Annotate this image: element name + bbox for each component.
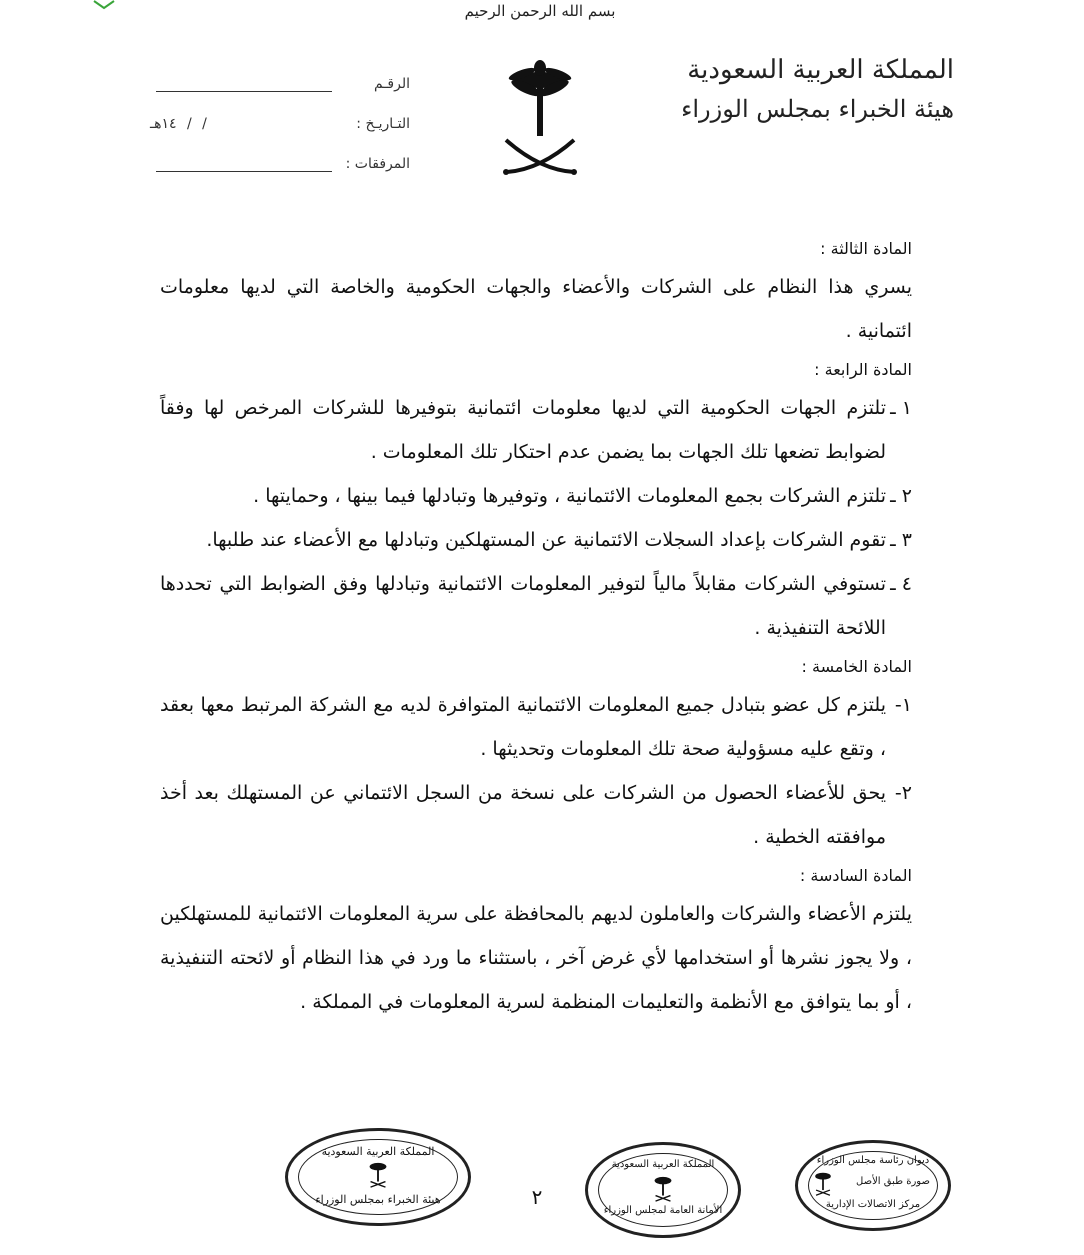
stamp-middle-text: صورة طبق الأصل	[856, 1176, 930, 1187]
item-text: تلتزم الشركات بجمع المعلومات الائتمانية ، وتوفيرها وتبادلها فيما بينها ، وحمايتها .	[253, 485, 886, 507]
reference-number-row	[150, 52, 410, 92]
certified-copy-stamp	[795, 1140, 951, 1231]
item-text: تقوم الشركات بإعداد السجلات الائتمانية عن المستهلكين وتبادلها مع الأعضاء عند طلبها.	[206, 529, 886, 551]
article-3-text: يسري هذا النظام على الشركات والأعضاء والجهات الحكومية والخاصة التي لديها معلومات ائتمانية .	[160, 276, 912, 342]
palm-swords-emblem	[500, 60, 580, 180]
date-value: / / ١٤هـ	[150, 116, 207, 132]
stamp-top-text: المملكة العربية السعودية	[321, 1145, 435, 1158]
article-4-item-3	[160, 518, 912, 562]
item-text: يحق للأعضاء الحصول من الشركات على نسخة من السجل الائتماني عن المستهلك بعد أخذ موافقته الخطية .	[160, 782, 886, 848]
article-6-text: يلتزم الأعضاء والشركات والعاملون لديهم بالمحافظة على سرية المعلومات الائتمانية للمستهلكين ، ولا يجوز نشرها أو استخدامها لأي غرض آخر ، باستثناء ما ورد في هذا النظام أو لائحته التنفيذية ، أو بما يتوافق مع الأنظمة والتعليمات المنظمة لسرية المعلومات في المملكة .	[160, 903, 912, 1013]
item-number: ٢ ـ	[890, 485, 912, 507]
document-body	[160, 232, 912, 1024]
reference-number-line	[156, 71, 332, 92]
issuing-authority	[654, 55, 954, 123]
authority-country: المملكة العربية السعودية	[687, 55, 954, 85]
item-number: ٣ ـ	[890, 529, 912, 551]
stamp-bottom-text: الأمانة العامة لمجلس الوزراء	[603, 1205, 723, 1216]
basmala: بسم الله الرحمن الرحيم	[464, 2, 616, 20]
date-label: التـاريـخ :	[356, 116, 410, 132]
stamp-bottom-text: مركز الاتصالات الإدارية	[825, 1199, 921, 1210]
authority-body: هيئة الخبراء بمجلس الوزراء	[681, 95, 954, 123]
palm-icon	[653, 1175, 673, 1203]
stamp-top-text: المملكة العربية السعودية	[611, 1159, 715, 1170]
item-number: ٤ ـ	[890, 573, 912, 595]
stamp-top-text: ديوان رئاسة مجلس الوزراء	[816, 1155, 930, 1166]
reference-number-label: الرقـم	[374, 76, 410, 92]
corner-mark	[92, 0, 116, 10]
palm-icon	[814, 1171, 832, 1197]
item-number: ١-	[894, 694, 912, 716]
article-5-item-2	[160, 771, 912, 859]
article-6-heading: المادة السادسة :	[799, 866, 912, 885]
item-number: ٢-	[894, 782, 912, 804]
attachments-line	[156, 151, 332, 172]
article-4-item-2	[160, 474, 912, 518]
item-text: يلتزم كل عضو بتبادل جميع المعلومات الائتمانية المتوافرة لديه مع الشركة المرتبط معها بعقد ، وتقع عليه مسؤولية صحة تلك المعلومات وتحديثها .	[160, 694, 886, 760]
article-4-item-4	[160, 562, 912, 650]
palm-icon	[368, 1161, 388, 1189]
reference-block	[150, 52, 410, 172]
attachments-label: المرفقات :	[345, 156, 410, 172]
article-3-heading: المادة الثالثة :	[820, 239, 912, 258]
authority-seal-stamp	[285, 1128, 471, 1226]
stamp-bottom-text: هيئة الخبراء بمجلس الوزراء	[315, 1193, 441, 1206]
article-5-heading: المادة الخامسة :	[801, 657, 912, 676]
item-text: تستوفي الشركات مقابلاً مالياً لتوفير المعلومات الائتمانية وتبادلها وفق الضوابط التي تحددها اللائحة التنفيذية .	[160, 573, 886, 639]
page-number: ٢	[531, 1185, 543, 1209]
date-row	[150, 92, 410, 132]
item-number: ١ ـ	[890, 397, 912, 419]
item-text: تلتزم الجهات الحكومية التي لديها معلومات ائتمانية بتوفيرها للشركات المرخص لها وفقاً لضوابط تضعها تلك الجهات بما يضمن عدم احتكار تلك المعلومات .	[160, 397, 886, 463]
article-5-item-1	[160, 683, 912, 771]
article-4-item-1	[160, 386, 912, 474]
attachments-row	[150, 132, 410, 172]
article-4-heading: المادة الرابعة :	[814, 360, 912, 379]
secretariat-seal-stamp	[585, 1142, 741, 1238]
